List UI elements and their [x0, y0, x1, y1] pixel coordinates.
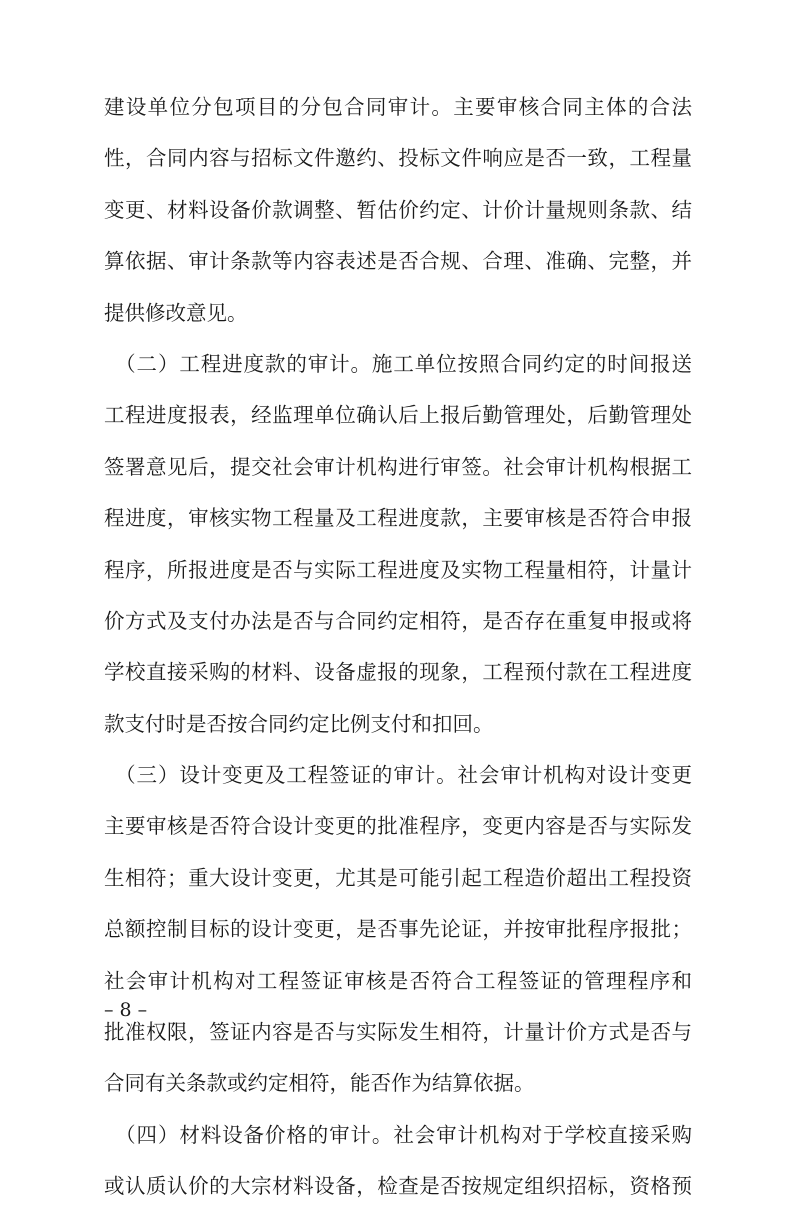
- text-line: 生相符；重大设计变更，尤其是可能引起工程造价超出工程投资: [104, 865, 692, 890]
- text-line: 程序，所报进度是否与实际工程进度及实物工程量相符，计量计: [104, 557, 692, 582]
- text-line: 社会审计机构对工程签证审核是否符合工程签证的管理程序和: [104, 968, 692, 993]
- text-line: （三）设计变更及工程签证的审计。社会审计机构对设计变更: [104, 763, 692, 788]
- text-line: 或认质认价的大宗材料设备，检查是否按规定组织招标，资格预: [104, 1174, 692, 1199]
- body-text: [104, 82, 692, 1213]
- text-line: 提供修改意见。: [104, 300, 248, 325]
- text-line: （二）工程进度款的审计。施工单位按照合同约定的时间报送: [104, 351, 692, 376]
- page-number: – 8 –: [104, 999, 148, 1021]
- text-line: 学校直接采购的材料、设备虚报的现象，工程预付款在工程进度: [104, 660, 692, 685]
- text-line: 合同有关条款或约定相符，能否作为结算依据。: [104, 1071, 535, 1096]
- text-line: 主要审核是否符合设计变更的批准程序，变更内容是否与实际发: [104, 814, 692, 839]
- text-line: 总额控制目标的设计变更，是否事先论证，并按审批程序报批；: [104, 917, 692, 942]
- text-line: 批准权限，签证内容是否与实际发生相符，计量计价方式是否与: [104, 1020, 692, 1045]
- text-line: 签署意见后，提交社会审计机构进行审签。社会审计机构根据工: [104, 454, 692, 479]
- text-line: （四）材料设备价格的审计。社会审计机构对于学校直接采购: [104, 1122, 692, 1147]
- text-line: 性，合同内容与招标文件邀约、投标文件响应是否一致，工程量: [104, 146, 692, 171]
- text-line: 价方式及支付办法是否与合同约定相符，是否存在重复申报或将: [104, 608, 692, 633]
- text-line: 款支付时是否按合同约定比例支付和扣回。: [104, 711, 494, 736]
- text-line: 工程进度报表，经监理单位确认后上报后勤管理处，后勤管理处: [104, 403, 692, 428]
- text-line: 程进度，审核实物工程量及工程进度款，主要审核是否符合申报: [104, 506, 692, 531]
- text-line: 变更、材料设备价款调整、暂估价约定、计价计量规则条款、结: [104, 197, 692, 222]
- text-line: 算依据、审计条款等内容表述是否合规、合理、准确、完整，并: [104, 249, 692, 274]
- text-line: 建设单位分包项目的分包合同审计。主要审核合同主体的合法: [104, 95, 692, 119]
